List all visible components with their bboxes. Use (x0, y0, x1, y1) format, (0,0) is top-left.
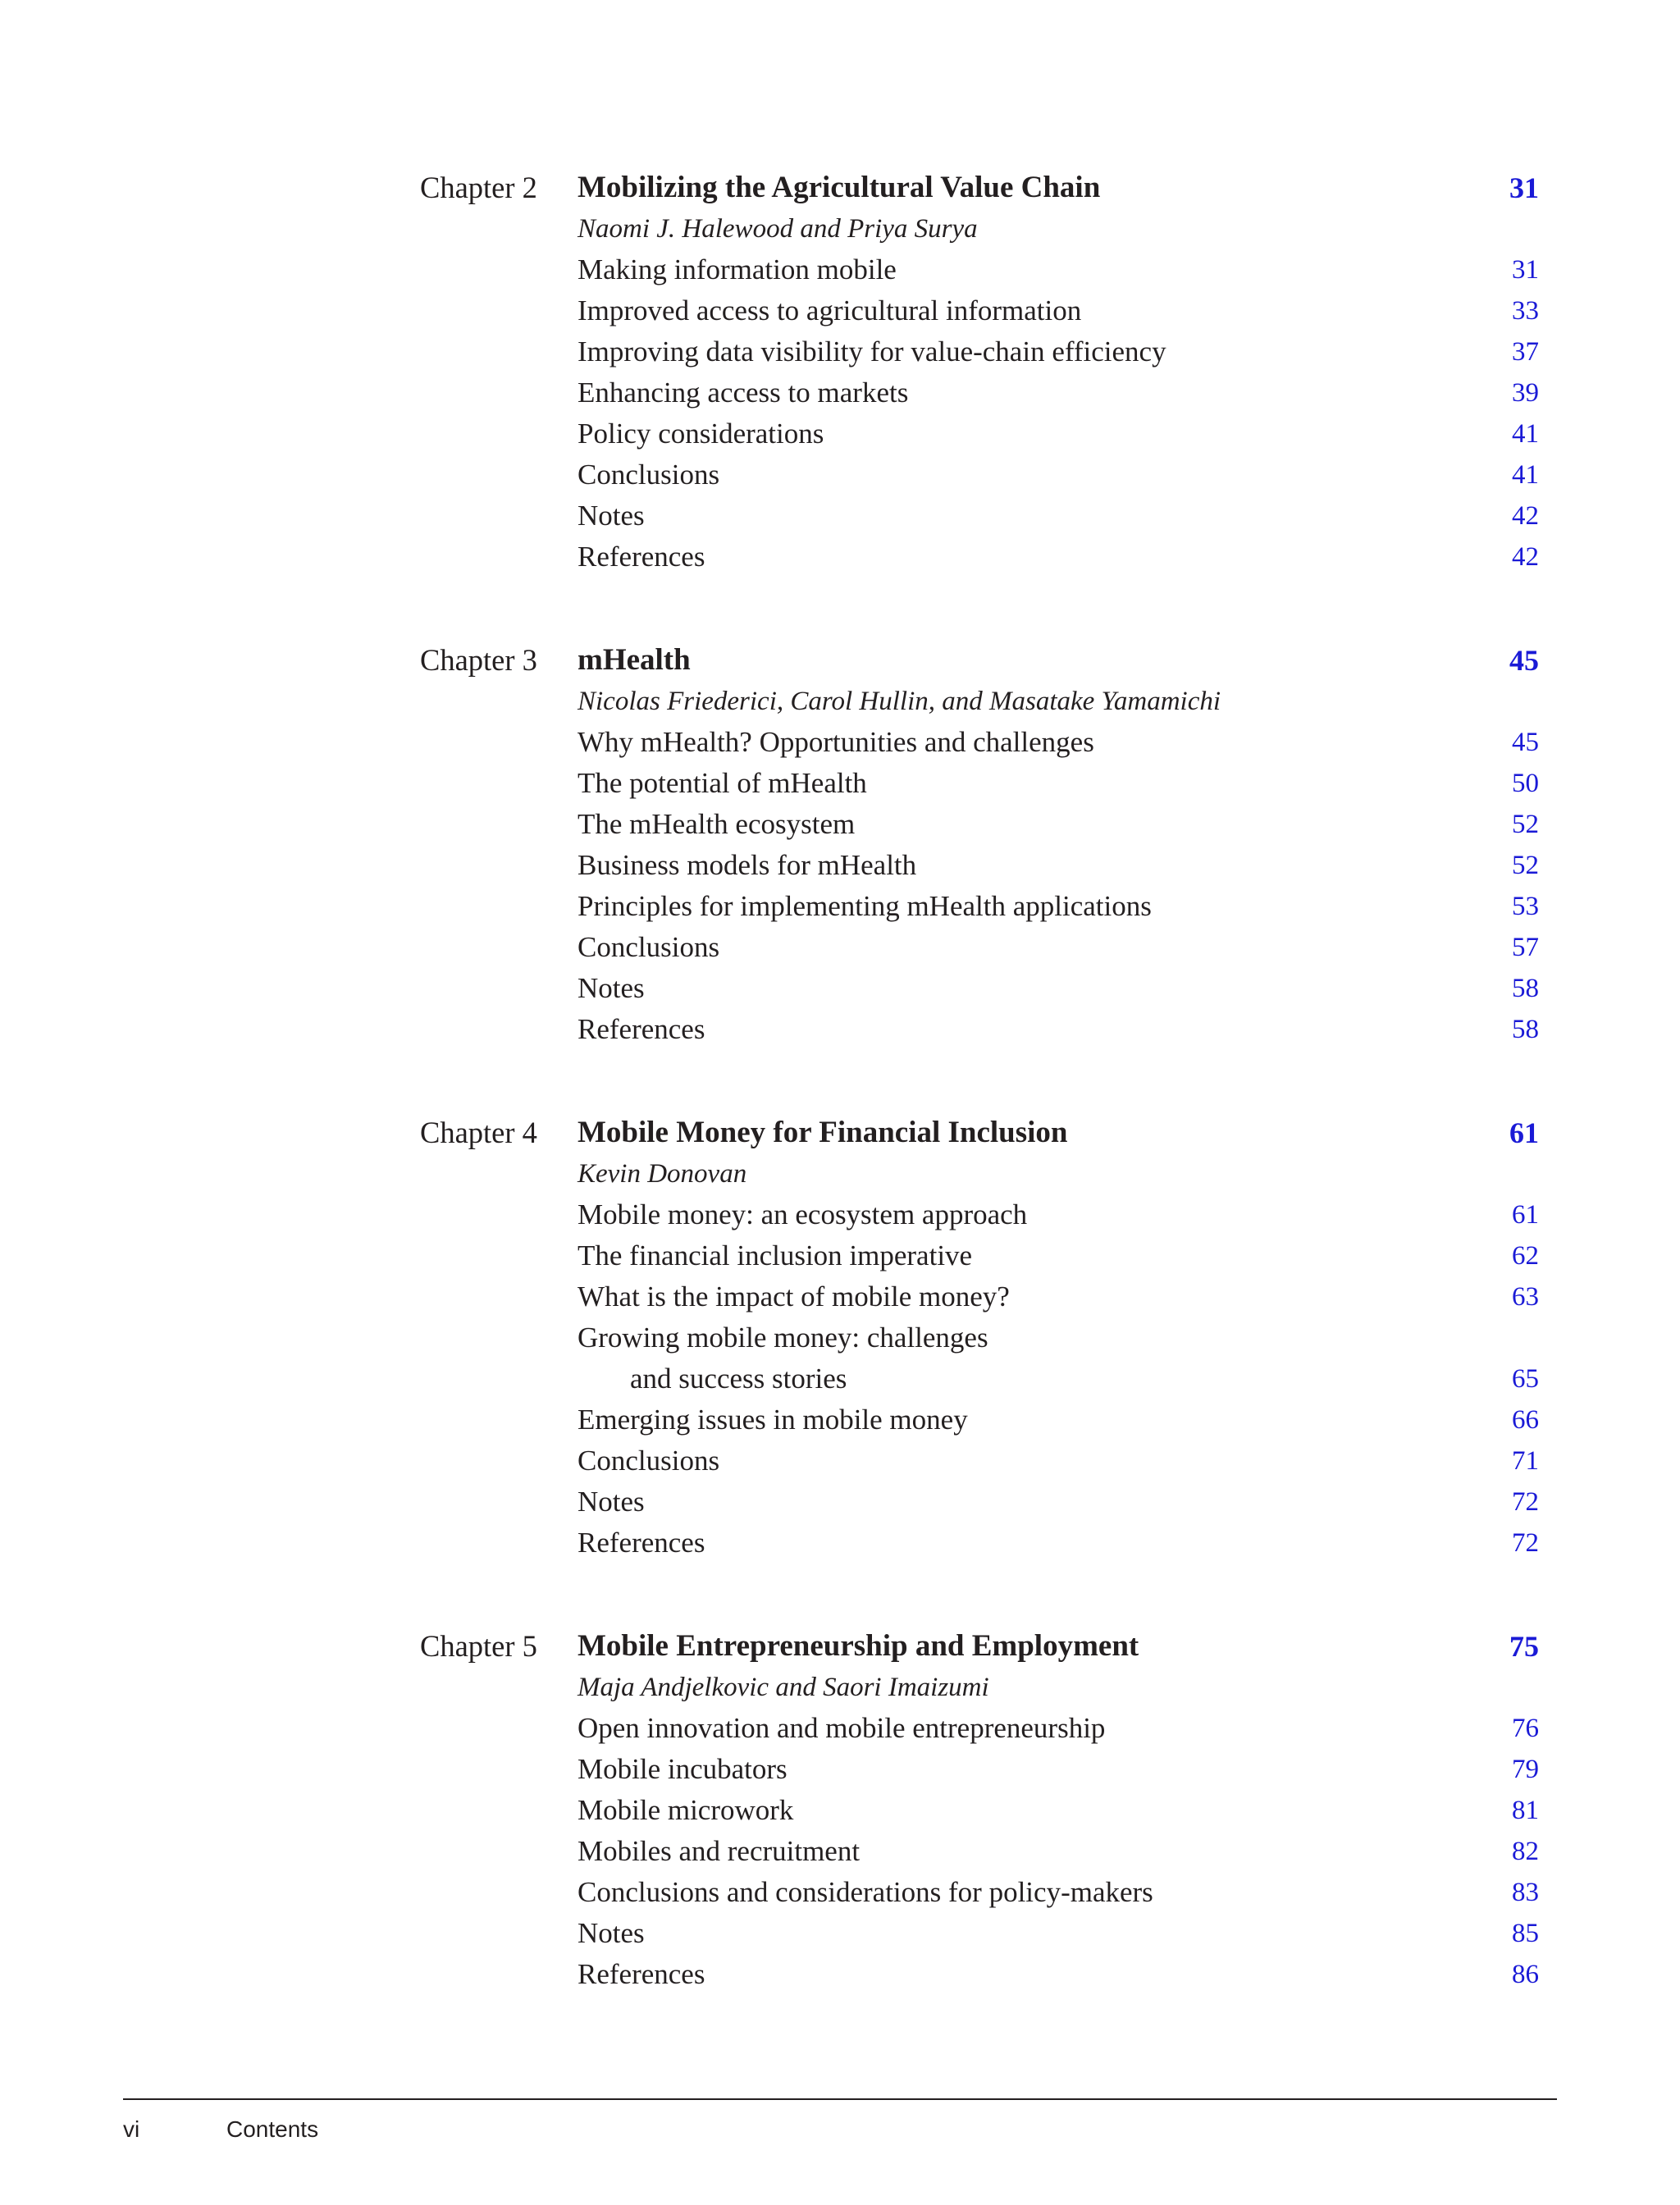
section-page[interactable]: 61 (1512, 1200, 1539, 1230)
section-title[interactable]: Mobiles and recruitment (578, 1835, 861, 1867)
section-page[interactable]: 57 (1512, 933, 1539, 962)
section-title[interactable]: Mobile microwork (578, 1794, 794, 1826)
chapter-page[interactable]: 61 (1509, 1116, 1539, 1149)
section-page[interactable]: 53 (1512, 892, 1539, 921)
section-page[interactable]: 41 (1512, 419, 1539, 449)
section-title[interactable]: Notes (578, 1917, 645, 1949)
section-page[interactable]: 33 (1512, 296, 1539, 326)
section-page[interactable]: 42 (1512, 501, 1539, 531)
section-title[interactable]: Why mHealth? Opportunities and challenges (578, 726, 1094, 758)
section-page[interactable]: 71 (1512, 1446, 1539, 1476)
section-title[interactable]: Improved access to agricultural information (578, 294, 1082, 326)
section-page[interactable]: 85 (1512, 1919, 1539, 1948)
chapter-page[interactable]: 31 (1509, 171, 1539, 204)
section-title[interactable]: Growing mobile money: challenges (578, 1322, 988, 1354)
section-page[interactable]: 66 (1512, 1405, 1539, 1435)
section-title[interactable]: References (578, 1527, 705, 1559)
section-title[interactable]: Open innovation and mobile entrepreneurship (578, 1712, 1106, 1744)
section-title[interactable]: Conclusions and considerations for policy-makers (578, 1876, 1153, 1908)
chapter-title[interactable]: Mobilizing the Agricultural Value Chain (578, 171, 1101, 204)
chapter-label: Chapter 2 (420, 171, 537, 204)
section-title[interactable]: Enhancing access to markets (578, 377, 909, 409)
section-page[interactable]: 76 (1512, 1714, 1539, 1743)
section-title[interactable]: The mHealth ecosystem (578, 808, 856, 840)
chapter-authors: Naomi J. Halewood and Priya Surya (578, 214, 978, 244)
section-title[interactable]: Business models for mHealth (578, 849, 917, 881)
section-title[interactable]: The financial inclusion imperative (578, 1239, 973, 1271)
chapter-authors: Maja Andjelkovic and Saori Imaizumi (578, 1673, 989, 1702)
section-page[interactable]: 52 (1512, 851, 1539, 880)
chapter-label: Chapter 4 (420, 1116, 537, 1149)
section-page[interactable]: 50 (1512, 769, 1539, 798)
chapter-page[interactable]: 45 (1509, 644, 1539, 677)
section-title[interactable]: What is the impact of mobile money? (578, 1281, 1010, 1312)
section-page[interactable]: 31 (1512, 255, 1539, 285)
section-page[interactable]: 42 (1512, 542, 1539, 572)
chapter-authors: Nicolas Friederici, Carol Hullin, and Masatake Yamamichi (578, 687, 1221, 716)
section-page[interactable]: 79 (1512, 1755, 1539, 1784)
chapter-label: Chapter 5 (420, 1629, 537, 1663)
section-title[interactable]: Making information mobile (578, 253, 897, 285)
chapter-title[interactable]: mHealth (578, 643, 691, 677)
section-title[interactable]: Mobile incubators (578, 1753, 788, 1785)
section-page[interactable]: 82 (1512, 1837, 1539, 1866)
section-title[interactable]: Principles for implementing mHealth applications (578, 890, 1152, 922)
section-title[interactable]: The potential of mHealth (578, 767, 867, 799)
section-page[interactable]: 62 (1512, 1241, 1539, 1271)
section-page[interactable]: 58 (1512, 974, 1539, 1003)
section-title[interactable]: Notes (578, 972, 645, 1004)
chapter-authors: Kevin Donovan (578, 1159, 747, 1189)
section-title[interactable]: References (578, 541, 705, 573)
section-title[interactable]: Policy considerations (578, 418, 824, 450)
section-title[interactable]: References (578, 1013, 705, 1045)
section-title[interactable]: Emerging issues in mobile money (578, 1404, 968, 1436)
section-title[interactable]: Notes (578, 1486, 645, 1518)
chapter-title[interactable]: Mobile Money for Financial Inclusion (578, 1116, 1068, 1149)
chapter-label: Chapter 3 (420, 643, 537, 677)
section-title[interactable]: Conclusions (578, 1445, 720, 1477)
section-page[interactable]: 83 (1512, 1878, 1539, 1907)
section-title[interactable]: Notes (578, 500, 645, 532)
section-page[interactable]: 39 (1512, 378, 1539, 408)
section-page[interactable]: 37 (1512, 337, 1539, 367)
section-page[interactable]: 86 (1512, 1960, 1539, 1989)
section-title[interactable]: Improving data visibility for value-chain efficiency (578, 336, 1166, 368)
section-title[interactable]: Conclusions (578, 459, 720, 491)
section-title[interactable]: Conclusions (578, 931, 720, 963)
section-title-continuation[interactable]: and success stories (630, 1363, 847, 1395)
section-title[interactable]: References (578, 1958, 705, 1990)
footer-page-number: vi (123, 2116, 140, 2142)
section-page[interactable]: 72 (1512, 1528, 1539, 1558)
section-page[interactable]: 58 (1512, 1015, 1539, 1044)
section-page[interactable]: 41 (1512, 460, 1539, 490)
section-page[interactable]: 63 (1512, 1282, 1539, 1312)
chapter-page[interactable]: 75 (1509, 1630, 1539, 1663)
section-page[interactable]: 65 (1512, 1364, 1539, 1394)
footer-running-head: Contents (226, 2116, 319, 2142)
section-page[interactable]: 72 (1512, 1487, 1539, 1517)
footer-rule (123, 2098, 1557, 2100)
section-page[interactable]: 45 (1512, 728, 1539, 757)
chapter-title[interactable]: Mobile Entrepreneurship and Employment (578, 1629, 1139, 1663)
section-page[interactable]: 52 (1512, 810, 1539, 839)
section-title[interactable]: Mobile money: an ecosystem approach (578, 1198, 1028, 1230)
section-page[interactable]: 81 (1512, 1796, 1539, 1825)
